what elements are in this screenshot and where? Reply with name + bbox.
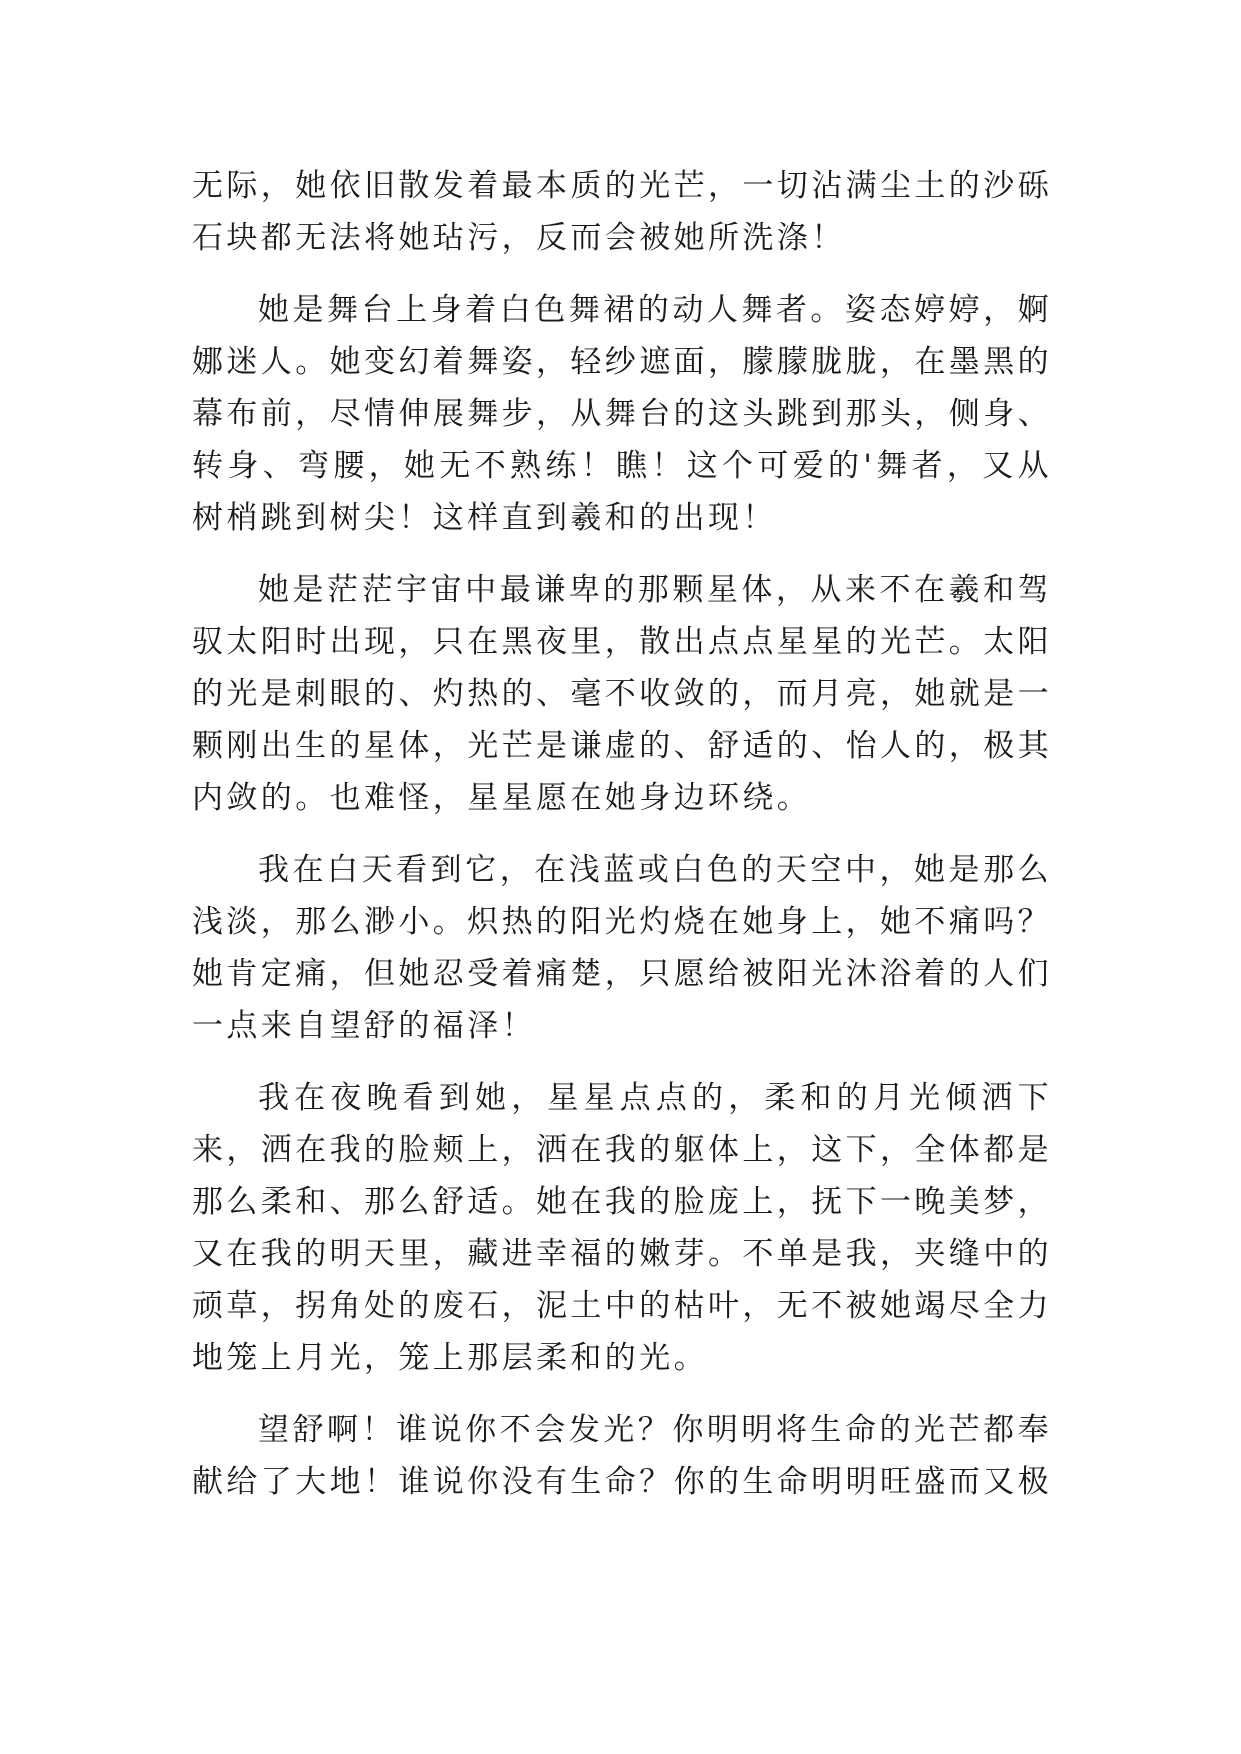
paragraph-dancer: 她是舞台上身着白色舞裙的动人舞者。姿态婷婷，婀娜迷人。她变幻着舞姿，轻纱遮面，朦朦胧胧，在墨黑的幕布前，尽情伸展舞步，从舞台的这头跳到那头，侧身、转身、弯腰，她无不熟练！瞧！这个可爱的'舞者，又从树梢跳到树尖！这样直到羲和的出现！	[192, 292, 1052, 536]
paragraph-daytime: 我在白天看到它，在浅蓝或白色的天空中，她是那么浅淡，那么渺小。炽热的阳光灼烧在她身上，她不痛吗？她肯定痛，但她忍受着痛楚，只愿给被阳光沐浴着的人们一点来自望舒的福泽！	[192, 852, 1052, 1044]
essay-body	[192, 160, 1052, 1508]
paragraph-continuation: 无际，她依旧散发着最本质的光芒，一切沾满尘土的沙砾石块都无法将她玷污，反而会被她所洗涤！	[192, 168, 1052, 256]
paragraph-ode: 望舒啊！谁说你不会发光？你明明将生命的光芒都奉献给了大地！谁说你没有生命？你的生命明明旺盛而又极	[192, 1412, 1052, 1500]
paragraph-nighttime: 我在夜晚看到她，星星点点的，柔和的月光倾洒下来，洒在我的脸颊上，洒在我的躯体上，这下，全体都是那么柔和、那么舒适。她在我的脸庞上，抚下一晚美梦，又在我的明天里，藏进幸福的嫩芽。不单是我，夹缝中的顽草，拐角处的废石，泥土中的枯叶，无不被她竭尽全力地笼上月光，笼上那层柔和的光。	[192, 1080, 1052, 1376]
paragraph-humble-star: 她是茫茫宇宙中最谦卑的那颗星体，从来不在羲和驾驭太阳时出现，只在黑夜里，散出点点星星的光芒。太阳的光是刺眼的、灼热的、毫不收敛的，而月亮，她就是一颗刚出生的星体，光芒是谦虚的、舒适的、怡人的，极其内敛的。也难怪，星星愿在她身边环绕。	[192, 572, 1052, 816]
